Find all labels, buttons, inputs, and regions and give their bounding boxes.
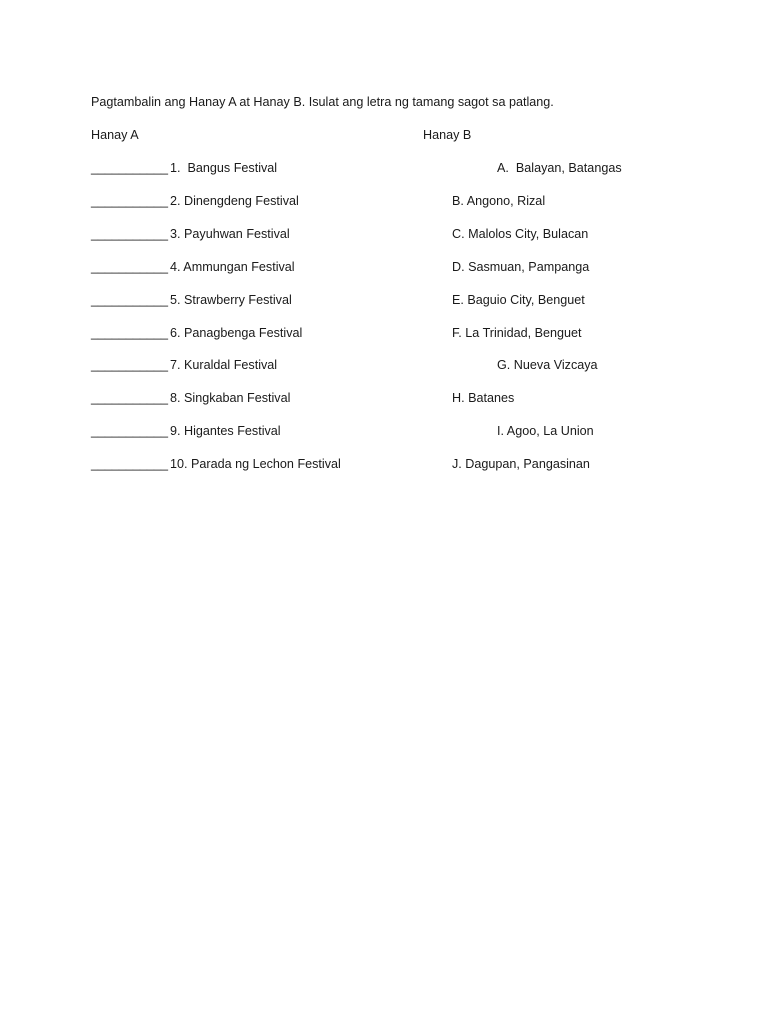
column-b-header: Hanay B [423, 128, 472, 142]
hanay-b-item: F. La Trinidad, Benguet [452, 326, 582, 340]
hanay-a-item: 3. Payuhwan Festival [170, 227, 290, 241]
hanay-b-item: B. Angono, Rizal [452, 194, 546, 208]
hanay-a-item: 7. Kuraldal Festival [170, 358, 278, 372]
hanay-a-item: 9. Higantes Festival [170, 424, 281, 438]
answer-blank: ___________ [91, 194, 169, 208]
hanay-a-item: 8. Singkaban Festival [170, 391, 291, 405]
answer-blank: ___________ [91, 293, 169, 307]
hanay-b-item: I. Agoo, La Union [497, 424, 594, 438]
hanay-b-item: H. Batanes [452, 391, 515, 405]
answer-blank: ___________ [91, 391, 169, 405]
answer-blank: ___________ [91, 326, 169, 340]
hanay-a-item: 5. Strawberry Festival [170, 293, 292, 307]
matching-row [0, 291, 768, 309]
answer-blank: ___________ [91, 358, 169, 372]
matching-row [0, 192, 768, 210]
hanay-a-item: 2. Dinengdeng Festival [170, 194, 299, 208]
matching-row [0, 159, 768, 177]
hanay-b-item: E. Baguio City, Benguet [452, 293, 585, 307]
matching-row [0, 258, 768, 276]
answer-blank: ___________ [91, 424, 169, 438]
instructions-text: Pagtambalin ang Hanay A at Hanay B. Isulat ang letra ng tamang sagot sa patlang. [91, 95, 554, 109]
hanay-a-item: 1. Bangus Festival [170, 161, 278, 175]
matching-row [0, 225, 768, 243]
answer-blank: ___________ [91, 161, 169, 175]
hanay-b-item: A. Balayan, Batangas [497, 161, 622, 175]
answer-blank: ___________ [91, 227, 169, 241]
answer-blank: ___________ [91, 457, 169, 471]
hanay-b-item: G. Nueva Vizcaya [497, 358, 598, 372]
hanay-b-item: J. Dagupan, Pangasinan [452, 457, 590, 471]
matching-row [0, 422, 768, 440]
matching-row [0, 389, 768, 407]
hanay-b-item: C. Malolos City, Bulacan [452, 227, 589, 241]
answer-blank: ___________ [91, 260, 169, 274]
hanay-b-item: D. Sasmuan, Pampanga [452, 260, 590, 274]
column-a-header: Hanay A [91, 128, 139, 142]
matching-row [0, 324, 768, 342]
hanay-a-item: 10. Parada ng Lechon Festival [170, 457, 341, 471]
matching-row [0, 455, 768, 473]
hanay-a-item: 6. Panagbenga Festival [170, 326, 303, 340]
hanay-a-item: 4. Ammungan Festival [170, 260, 295, 274]
matching-row [0, 356, 768, 374]
